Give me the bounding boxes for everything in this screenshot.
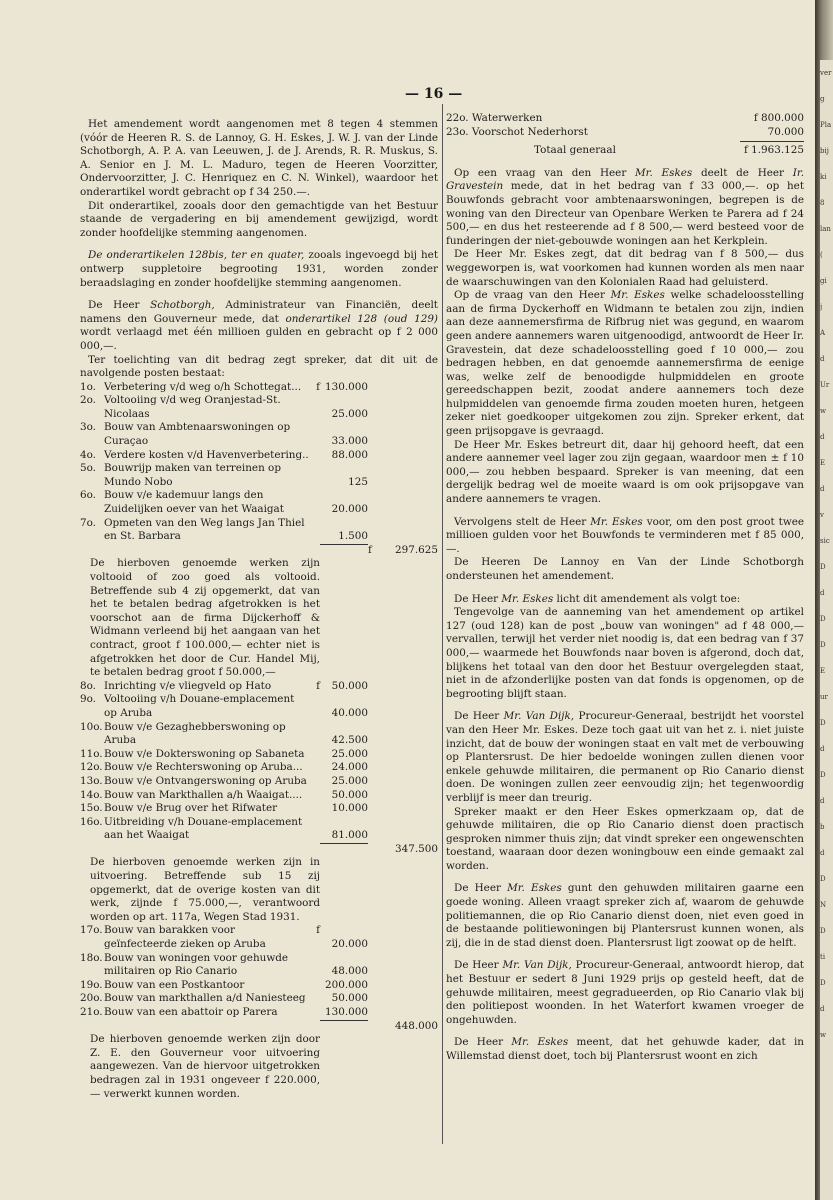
item-number: 1o. <box>80 380 96 393</box>
item-text: Bouw v/e Gezaghebberswoning op Aruba <box>104 720 286 747</box>
column-divider <box>442 104 443 1144</box>
item-text: Bouw van barakken voor geïnfecteerde zieken op Aruba <box>104 924 266 951</box>
paragraph: De Heer Mr. Eskes zegt, dat dit bedrag van f 8 500,— dus weggeworpen is, wat voorkomen had kunnen worden als men naar de waarschuwingen van den Kolonialen Raad had geluisterd. <box>446 248 804 288</box>
item-number: 2o. <box>80 394 96 407</box>
edge-fragment: D <box>820 615 826 623</box>
italic-name: Mr. Eskes <box>507 882 562 895</box>
edge-fragment: b <box>820 823 825 831</box>
italic-name: Mr. Eskes <box>501 592 554 605</box>
text-span: Procureur-Generaal, antwoordt hierop, dat het Bestuur er sedert 8 Juni 1929 prijs op gesteld heeft, dat de gehuwde militairen, meest gegradueerden, op Rio Canario vlak bij den politiepost woonden. In het Waterfort kwamen vroeger de ongehuwden. <box>446 959 804 1026</box>
item-text: Bouw v/e Rechterswoning op Aruba... <box>104 761 303 774</box>
item-amount: 25.000 <box>331 407 368 420</box>
text-span: mede, dat in het bedrag van f 33 000,—. op het Bouwfonds gebracht voor ambtenaarswoningen, begrepen is de woning van den Directeur van Openbare Werken te Parera ad f 24 500,— en dus het resteerende ad f 8 500,— werd besteed voor de funderingen der niet-gebouwde woningen aan het Kerkplein. <box>446 180 804 247</box>
item-text: Voltooiing v/h Douane-emplacement op Aruba <box>104 693 295 719</box>
currency-label <box>310 449 320 463</box>
text-span: Op de vraag van den Heer <box>454 289 611 302</box>
paragraph <box>446 882 804 950</box>
text-span: licht dit amendement als volgt toe: <box>553 592 741 605</box>
text-span: Administrateur van Financiën, deelt namens den Gouverneur mede, dat <box>80 299 438 325</box>
edge-fragment: d <box>820 433 825 441</box>
item-text: Bouw v/e Ontvangerswoning op Aruba <box>104 774 307 787</box>
italic-name: Schotborgh, <box>150 299 215 312</box>
item-number: 9o. <box>80 693 96 706</box>
item-number: 5o. <box>80 462 96 475</box>
item-number: 16o. <box>80 815 103 828</box>
item-text: Bouw v/e Brug over het Rifwater <box>104 802 278 815</box>
item-amount: 50.000 <box>331 992 368 1005</box>
item-amount: 10.000 <box>331 802 368 815</box>
subtotal-row <box>80 1020 438 1034</box>
budget-item <box>80 693 438 720</box>
item-number: 8o. <box>80 679 96 692</box>
subtotal-value: 448.000 <box>395 1019 438 1032</box>
subtotal-value: 347.500 <box>395 842 438 855</box>
paragraph <box>446 1036 804 1063</box>
edge-fragment: d <box>820 355 825 363</box>
edge-fragment: E <box>820 459 826 467</box>
paragraph <box>446 593 804 607</box>
budget-row <box>446 112 804 126</box>
currency-label <box>310 816 320 843</box>
currency-label <box>310 992 320 1006</box>
item-amount: 40.000 <box>331 706 368 719</box>
text-span: deelt de Heer <box>692 166 793 179</box>
budget-item <box>80 489 438 516</box>
italic-name: Mr. Eskes <box>511 1036 569 1049</box>
edge-fragment: ti <box>820 953 826 961</box>
currency-label <box>310 952 320 979</box>
edge-fragment: ver <box>820 69 832 77</box>
item-number: 15o. <box>80 802 103 815</box>
paragraph: Het amendement wordt aangenomen met 8 tegen 4 stemmen (vóór de Heeren R. S. de Lannoy, G. H. Eskes, J. W. J. van der Linde Schotborgh, A. P. A. van Leeuwen, J. de J. Arends, R. R. Muskus, S. A. Senior en J. M. L. Maduro, tegen de Heeren Voorzitter, Ondervoorzitter, J. C. Henriquez en C. N. Winkel), waardoor het onderartikel wordt gebracht op f 34 250.—. <box>80 118 438 198</box>
item-amount: 1.500 <box>338 530 368 543</box>
item-text: Bouw van woningen voor gehuwde militairen op Rio Canario <box>104 951 289 978</box>
edge-fragment: w <box>820 1031 826 1039</box>
text-span: Procureur-Generaal, bestrijdt het voorstel van den Heer Mr. Eskes. Deze toch gaat uit van het z. i. niet juiste inzicht, dat de bouw der woningen staat en valt met de verbouwing op Plantersrust. De hier bedoelde woningen zullen dienen voor enkele gehuwde militairen, die permanent op Rio Canario dienst doen. De woningen zullen zeer eenvoudig zijn; het tegenwoordig verblijf is meer dan treurig. <box>446 710 804 804</box>
item-text: Inrichting v/e vliegveld op Hato <box>104 679 272 692</box>
item-text: Verdere kosten v/d Havenverbetering.. <box>104 448 309 461</box>
paragraph: Tengevolge van de aanneming van het amendement op artikel 127 (oud 128) kan de post „bouw van woningen" ad f 48 000,— vervallen, terwijl het verder niet noodig is, dat een bedrag van f 37 000,— waarmede het Bouwfonds naar boven is afgerond, doch dat, blijkens het totaal van den door het Bestuur overgelegden staat, niet in de afzonderlijke posten van dat fonds is opgenomen, op de begrooting blijft staan. <box>446 606 804 700</box>
item-amount: 42.500 <box>331 734 368 747</box>
item-number: 7o. <box>80 516 96 529</box>
total-row <box>446 144 804 158</box>
budget-item <box>80 924 438 951</box>
budget-item <box>80 802 438 816</box>
item-amount: 25.000 <box>331 774 368 787</box>
edge-fragment: ki <box>820 173 827 181</box>
item-amount: 81.000 <box>331 829 368 842</box>
currency-label <box>310 761 320 775</box>
budget-item <box>80 992 438 1006</box>
italic-name: Mr. Van Dijk, <box>502 959 572 972</box>
text-span: De Heer <box>88 299 151 312</box>
item-amount: 48.000 <box>331 965 368 978</box>
currency-label <box>310 489 320 516</box>
row-value: 70.000 <box>767 125 804 138</box>
item-amount: 25.000 <box>331 747 368 760</box>
item-number: 12o. <box>80 761 103 774</box>
left-column <box>80 118 438 1101</box>
item-text: Bouw van Ambtenaarswoningen op Curaçao <box>104 421 291 448</box>
currency-label <box>310 693 320 720</box>
edge-fragment: d <box>820 745 825 753</box>
paragraph <box>446 516 804 557</box>
item-number: 18o. <box>80 951 103 964</box>
item-number: 11o. <box>80 747 103 760</box>
currency-label <box>310 462 320 489</box>
edge-fragment: D <box>820 771 826 779</box>
item-number: 21o. <box>80 1006 103 1018</box>
budget-item <box>80 721 438 748</box>
edge-fragment: v <box>820 511 824 519</box>
item-number: 4o. <box>80 448 96 461</box>
edge-fragment: d <box>820 797 825 805</box>
item-number: 17o. <box>80 924 103 937</box>
edge-fragment: sic <box>820 537 830 545</box>
italic-text: De onderartikelen 128bis, ter en quater, <box>88 249 305 262</box>
edge-fragment: g <box>820 95 825 103</box>
currency-label <box>310 789 320 803</box>
text-span: De Heer <box>454 1036 512 1049</box>
item-amount: 88.000 <box>331 448 368 461</box>
edge-fragment: 8 <box>820 199 825 207</box>
budget-item <box>80 761 438 775</box>
edge-fragment: d <box>820 1005 825 1013</box>
currency-label <box>310 748 320 762</box>
paragraph <box>446 167 804 249</box>
note: De hierboven genoemde werken zijn door Z. E. den Gouverneur voor uitvoering aangewezen. Van de hiervoor uitgetrokken bedragen zal in 1931 ongeveer f 220.000,— verwerkt kunnen worden. <box>90 1033 320 1100</box>
currency-label <box>310 394 320 421</box>
italic-name: Mr. Eskes <box>610 289 665 302</box>
row-label: 23o. Voorschot Nederhorst <box>446 125 588 138</box>
text-span: De Heer <box>454 592 502 605</box>
item-number: 19o. <box>80 978 103 991</box>
currency-label <box>310 517 320 544</box>
item-amount: 50.000 <box>331 788 368 801</box>
text-span: Vervolgens stelt de Heer <box>454 515 591 528</box>
italic-name: Mr. Van Dijk, <box>503 710 575 723</box>
total-label: Totaal generaal <box>534 144 616 157</box>
budget-list-1 <box>80 381 438 544</box>
currency-label <box>310 802 320 816</box>
edge-fragment: D <box>820 979 826 987</box>
item-number: 10o. <box>80 720 103 733</box>
edge-fragment: D <box>820 927 826 935</box>
text-span: zooals ingevoegd bij het ontwerp suppletoire begrooting 1931, worden zonder beraadslaging en zonder hoofdelijke stemming aangenomen. <box>80 249 439 289</box>
budget-list-2 <box>80 680 438 843</box>
currency-label: f <box>316 679 320 692</box>
budget-item <box>80 816 438 843</box>
paragraph <box>80 299 438 353</box>
budget-item <box>80 517 438 544</box>
paragraph: Dit onderartikel, zooals door den gemachtigde van het Bestuur staande de vergadering en bij amendement gewijzigd, wordt zonder hoofdelijke stemming aangenomen. <box>80 199 438 239</box>
budget-item <box>80 775 438 789</box>
paragraph: Ter toelichting van dit bedrag zegt spreker, dat dit uit de navolgende posten bestaat: <box>80 353 438 380</box>
note: De hierboven genoemde werken zijn voltooid of zoo goed als voltooid. Betreffende sub 4 zij opgemerkt, dat van het te betalen bedrag afgetrokken is het voorschot aan de firma Dijckerhoff & Widmann verleend bij het aangaan van het contract, groot f 100.000,— echter niet is afgetrokken het door de Cur. Handel Mij, te betalen bedrag groot f 50.000,— <box>90 557 320 679</box>
edge-fragment: ( <box>820 251 823 259</box>
text-span: welke schadeloosstelling aan de firma Dyckerhoff en Widmann te betalen zou zijn, indien aan deze aannemersfirma de Rifbrug niet was gegund, en waarom geen andere aannemers waren uitgenoodigd, antwoordt de Heer Ir. Gravestein, dat deze schadeloosstelling goed f 10 000,— zou bedragen hebben, en dat genoemde aannemersfirma de eenige was, welke zelf de benoodigde hulpmiddelen en groote gereedschappen bezit, zoodat andere aannemers toch deze hulpmiddelen van genoemde firma zouden moeten huren, hetgeen zeker niet goedkooper uitgekomen zou zijn. Spreker erkent, dat geen prijsopgave is gevraagd. <box>446 289 805 438</box>
italic-text: onderartikel 128 (oud 129) <box>285 312 438 325</box>
item-number: 13o. <box>80 774 103 787</box>
item-amount: 20.000 <box>331 938 368 951</box>
item-text: Bouwrijp maken van terreinen op Mundo Nobo <box>104 462 281 488</box>
italic-name: Mr. Eskes <box>635 166 693 179</box>
item-text: Bouw van Markthallen a/h Waaigat.... <box>104 788 303 801</box>
edge-fragment: j <box>820 303 823 311</box>
item-amount: 33.000 <box>331 435 368 448</box>
budget-item <box>80 789 438 803</box>
item-amount: 20.000 <box>331 503 368 516</box>
text-span: voor, om den post groot twee millioen gulden voor het Bouwfonds te verminderen met f 85 000,—. <box>446 515 805 555</box>
edge-fragment: d <box>820 485 825 493</box>
subtotal-row <box>80 544 438 558</box>
text-span: meent, dat het gehuwde kader, dat in Willemstad dienst doet, toch bij Plantersrust woont en zich <box>446 1036 804 1062</box>
row-value: f 800.000 <box>753 112 804 124</box>
budget-item <box>80 421 438 448</box>
budget-row <box>446 126 804 140</box>
edge-fragment: A <box>820 329 826 337</box>
note: De hierboven genoemde werken zijn in uitvoering. Betreffende sub 15 zij opgemerkt, dat de overige kosten van dit werk, zijnde f 75.000,—, verantwoord worden op art. 117a, Wegen Stad 1931. <box>90 856 320 923</box>
paragraph <box>446 289 804 439</box>
edge-fragment: D <box>820 719 826 727</box>
budget-item <box>80 381 438 395</box>
italic-name: Ir. Gravestein <box>446 166 804 193</box>
item-amount: 24.000 <box>331 761 368 774</box>
budget-item <box>80 449 438 463</box>
edge-fragment: Ur <box>820 381 830 389</box>
paragraph: Spreker maakt er den Heer Eskes opmerkzaam op, dat de gehuwde militairen, die op Rio Canario dienst doen practisch gesproken nimmer thuis zijn; dat vindt spreker een ongewenschten toestand, waaraan door dezen woningbouw een einde gemaakt zal worden. <box>446 805 804 872</box>
item-amount: 200.000 <box>325 978 368 991</box>
page-number: — 16 — <box>405 86 463 102</box>
edge-fragment: N <box>820 901 827 909</box>
item-text: Verbetering v/d weg o/h Schottegat... <box>104 380 302 393</box>
currency-label: f <box>316 924 320 937</box>
edge-fragment: lan <box>820 225 831 233</box>
item-amount: 130.000 <box>325 1006 368 1018</box>
item-text: Opmeten van den Weg langs Jan Thiel en St. Barbara <box>104 516 305 543</box>
budget-list-3 <box>80 924 438 1019</box>
total-value: f 1.963.125 <box>743 144 804 157</box>
budget-item <box>80 680 438 694</box>
edge-fragment: w <box>820 407 826 415</box>
item-text: Voltooiing v/d weg Oranjestad-St. Nicolaas <box>104 394 281 420</box>
row-label: 22o. Waterwerken <box>446 112 543 124</box>
item-number: 20o. <box>80 992 103 1005</box>
paragraph <box>446 710 804 805</box>
text-span: De Heer <box>454 710 504 723</box>
budget-item <box>80 979 438 993</box>
budget-item <box>80 394 438 421</box>
edge-fragment: D <box>820 641 826 649</box>
right-column <box>446 112 804 1064</box>
edge-fragment: d <box>820 589 825 597</box>
item-text: Bouw van markthallen a/d Naniesteeg <box>104 992 306 1005</box>
subtotal-value: 297.625 <box>395 543 438 556</box>
item-text: Bouw van een abattoir op Parera <box>104 1006 278 1018</box>
item-text: Bouw v/e kademuur langs den Zuidelijken oever van het Waaigat <box>104 489 284 516</box>
currency-label <box>310 721 320 748</box>
edge-fragment: Pla <box>820 121 832 129</box>
edge-fragment: gi <box>820 277 827 285</box>
item-text: Bouw van een Postkantoor <box>104 978 245 991</box>
subtotal-row <box>80 843 438 857</box>
italic-name: Mr. Eskes <box>590 515 643 528</box>
paragraph: De Heeren De Lannoy en Van der Linde Schotborgh ondersteunen het amendement. <box>446 556 804 582</box>
text-span: De Heer <box>454 882 508 895</box>
currency-label <box>310 1006 320 1020</box>
currency-label <box>310 979 320 993</box>
paragraph <box>446 959 804 1027</box>
edge-fragment: D <box>820 875 826 883</box>
paragraph: De Heer Mr. Eskes betreurt dit, daar hij gehoord heeft, dat een andere aannemer veel lager zou zijn gegaan, waardoor men ± f 10 000,— zou hebben bespaard. Spreker is van meening, dat een dergelijk bedrag wel de moeite waard is om ook prijsopgave van andere aannemers te vragen. <box>446 438 804 506</box>
item-number: 3o. <box>80 421 96 434</box>
next-page-edge <box>820 60 833 1200</box>
edge-fragment: bij <box>820 147 829 155</box>
edge-fragment: ur <box>820 693 828 701</box>
item-number: 14o. <box>80 788 103 801</box>
currency-label <box>310 421 320 448</box>
budget-item <box>80 952 438 979</box>
edge-fragment: d <box>820 849 825 857</box>
rule <box>740 141 804 142</box>
text-span: gunt den gehuwden militairen gaarne een goede woning. Alleen vraagt spreker zich af, waarom de gehuwde politiemannen, die op Rio Canario dienst doen, niet even goed in de bestaande politiewoningen bij Plantersrust kunnen wonen, als zij, die in de stad dienst doen. Plantersrust ligt zoowat op de helft. <box>446 882 804 949</box>
text-span: Op een vraag van den Heer <box>454 166 636 179</box>
item-text: Bouw v/e Dokterswoning op Sabaneta <box>104 747 305 760</box>
text-span: wordt verlaagd met één millioen gulden en gebracht op f 2 000 000,—. <box>80 326 438 352</box>
edge-fragment: D <box>820 563 826 571</box>
budget-item <box>80 748 438 762</box>
paragraph <box>80 249 438 290</box>
budget-item <box>80 462 438 489</box>
item-amount: 130.000 <box>325 380 368 393</box>
item-amount: 125 <box>348 475 368 488</box>
item-text: Uitbreiding v/h Douane-emplacement aan het Waaigat <box>104 815 303 842</box>
currency-label <box>310 775 320 789</box>
currency-label: f <box>316 380 320 393</box>
edge-fragment: E <box>820 667 826 675</box>
item-amount: 50.000 <box>331 679 368 692</box>
item-number: 6o. <box>80 489 96 502</box>
budget-item <box>80 1006 438 1020</box>
currency-label: f <box>368 543 372 556</box>
text-span: De Heer <box>454 959 503 972</box>
